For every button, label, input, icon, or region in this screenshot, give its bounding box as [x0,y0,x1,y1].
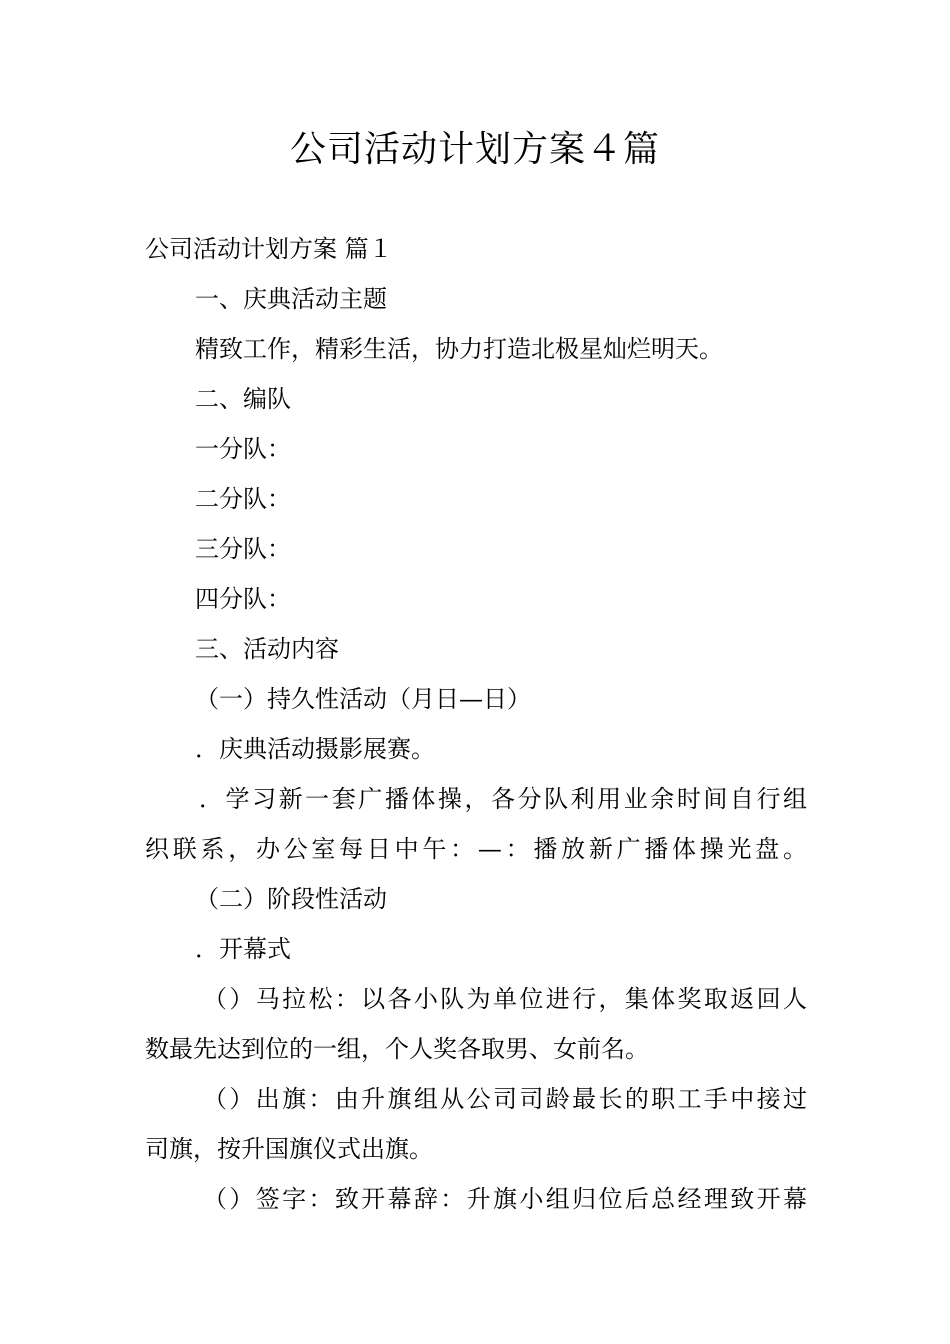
paragraph-line: 三、活动内容 [195,635,339,663]
paragraph-line: 二、编队 [195,385,291,413]
paragraph-line: （）马拉松：以各小队为单位进行，集体奖取返回人 [203,985,807,1013]
document-body [145,224,807,1224]
document-title: 公司活动计划方案４篇 [289,129,660,170]
paragraph-line: 司旗，按升国旗仪式出旗。 [145,1135,433,1163]
paragraph-line: 一、庆典活动主题 [195,285,387,313]
paragraph-line: 三分队： [195,535,291,563]
paragraph-line: （二）阶段性活动 [195,885,387,913]
paragraph-line: 四分队： [195,585,291,613]
paragraph-line: 精致工作，精彩生活，协力打造北极星灿烂明天。 [195,335,723,363]
paragraph-line: ．学习新一套广播体操，各分队利用业余时间自行组 [199,785,807,813]
paragraph-line: ．开幕式 [195,935,291,963]
section-heading: 公司活动计划方案 篇１ [145,235,393,263]
paragraph-line: （）签字：致开幕辞：升旗小组归位后总经理致开幕 [203,1185,807,1213]
paragraph-line: 一分队： [195,435,291,463]
paragraph-line: 二分队： [195,485,291,513]
paragraph-line: ．庆典活动摄影展赛。 [195,735,435,763]
paragraph-line: （）出旗：由升旗组从公司司龄最长的职工手中接过 [203,1085,807,1113]
paragraph-line: 数最先达到位的一组，个人奖各取男、女前名。 [145,1035,649,1063]
paragraph-line: （一）持久性活动（月日—日） [195,685,531,713]
paragraph-line: 织联系，办公室每日中午：—：播放新广播体操光盘。 [145,835,807,863]
